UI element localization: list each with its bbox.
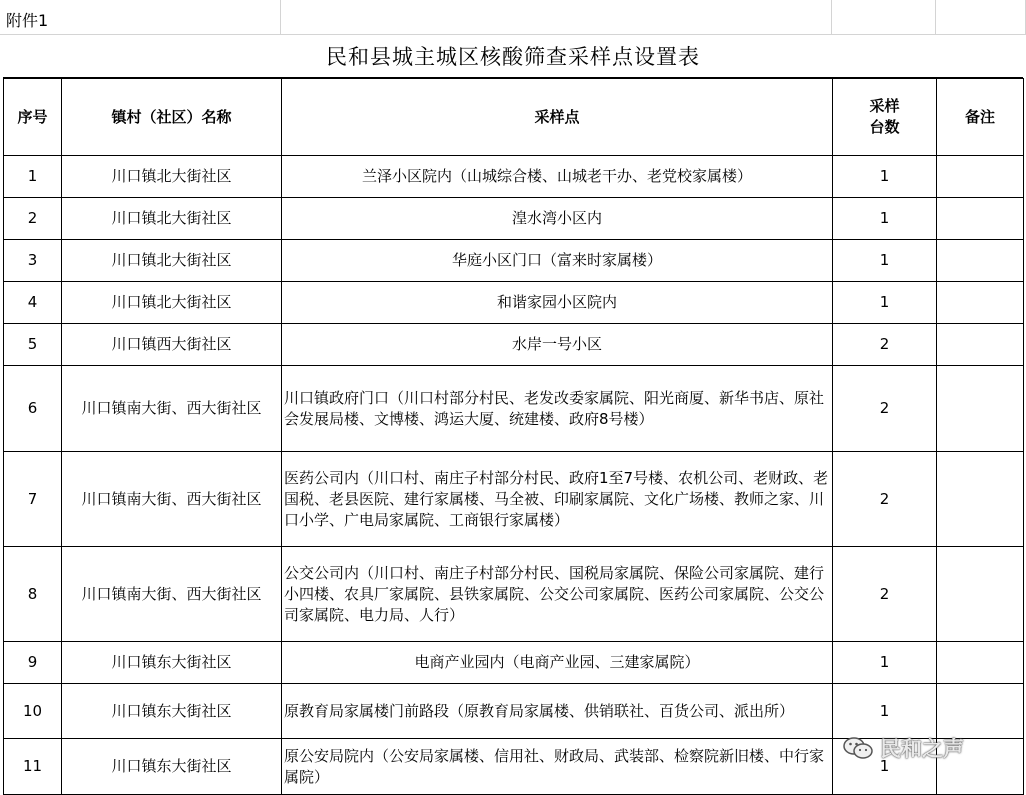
row-name: 川口镇东大街社区	[62, 642, 282, 684]
empty-cell	[832, 0, 936, 35]
row-count: 1	[833, 642, 937, 684]
row-seq: 3	[4, 240, 62, 282]
header-seq: 序号	[4, 79, 62, 156]
row-count: 1	[833, 684, 937, 739]
table-row	[4, 366, 1024, 452]
row-seq: 4	[4, 282, 62, 324]
row-seq: 7	[4, 452, 62, 547]
row-count: 2	[833, 547, 937, 642]
row-seq: 11	[4, 739, 62, 795]
row-point: 川口镇政府门口（川口村部分村民、老发改委家属院、阳光商厦、新华书店、原社会发展局楼、文博楼、鸿运大厦、统建楼、政府8号楼）	[282, 366, 833, 452]
header-name: 镇村（社区）名称	[62, 79, 282, 156]
row-point: 兰泽小区院内（山城综合楼、山城老干办、老党校家属楼）	[282, 156, 833, 198]
row-count: 1	[833, 282, 937, 324]
row-name: 川口镇西大街社区	[62, 324, 282, 366]
row-seq: 1	[4, 156, 62, 198]
table-row	[4, 240, 1024, 282]
row-seq: 9	[4, 642, 62, 684]
row-note	[937, 240, 1024, 282]
table-row	[4, 324, 1024, 366]
row-count: 2	[833, 452, 937, 547]
table-row	[4, 198, 1024, 240]
row-count: 1	[833, 198, 937, 240]
header-count-line1: 采样	[869, 97, 900, 115]
row-count: 1	[833, 240, 937, 282]
row-name: 川口镇北大街社区	[62, 156, 282, 198]
header-count	[833, 79, 937, 156]
row-point: 电商产业园内（电商产业园、三建家属院）	[282, 642, 833, 684]
row-name: 川口镇北大街社区	[62, 240, 282, 282]
sampling-table	[3, 78, 1024, 795]
row-name: 川口镇北大街社区	[62, 198, 282, 240]
row-seq: 10	[4, 684, 62, 739]
empty-cell	[936, 0, 1026, 35]
table-row	[4, 642, 1024, 684]
empty-cell	[281, 0, 832, 35]
header-note: 备注	[937, 79, 1024, 156]
row-count: 2	[833, 324, 937, 366]
attachment-cell	[0, 0, 281, 35]
wechat-icon	[842, 736, 874, 760]
row-count: 1	[833, 739, 937, 795]
attachment-row	[0, 0, 1026, 35]
row-count: 1	[833, 156, 937, 198]
header-point: 采样点	[282, 79, 833, 156]
row-name: 川口镇东大街社区	[62, 684, 282, 739]
header-row	[4, 79, 1024, 156]
row-name: 川口镇南大街、西大街社区	[62, 547, 282, 642]
table-title: 民和县城主城区核酸筛查采样点设置表	[3, 35, 1023, 79]
row-note	[937, 156, 1024, 198]
row-note	[937, 452, 1024, 547]
row-point: 水岸一号小区	[282, 324, 833, 366]
row-count: 2	[833, 366, 937, 452]
row-point: 湟水湾小区内	[282, 198, 833, 240]
row-point: 原公安局院内（公安局家属楼、信用社、财政局、武装部、检察院新旧楼、中行家属院）	[282, 739, 833, 795]
row-seq: 5	[4, 324, 62, 366]
header-count-line2: 台数	[869, 118, 900, 136]
row-note	[937, 366, 1024, 452]
row-note	[937, 282, 1024, 324]
table-row	[4, 282, 1024, 324]
row-point: 原教育局家属楼门前路段（原教育局家属楼、供销联社、百货公司、派出所）	[282, 684, 833, 739]
row-seq: 6	[4, 366, 62, 452]
row-note	[937, 547, 1024, 642]
row-name: 川口镇东大街社区	[62, 739, 282, 795]
row-name: 川口镇南大街、西大街社区	[62, 452, 282, 547]
row-point: 华庭小区门口（富来时家属楼）	[282, 240, 833, 282]
table-row	[4, 547, 1024, 642]
table-row	[4, 156, 1024, 198]
table-row	[4, 452, 1024, 547]
attachment-label: 附件1	[6, 11, 49, 30]
row-note	[937, 324, 1024, 366]
row-point: 医药公司内（川口村、南庄子村部分村民、政府1至7号楼、农机公司、老财政、老国税、老县医院、建行家属楼、马全被、印刷家属院、文化广场楼、教师之家、川口小学、广电局家属院、工商银行家属楼）	[282, 452, 833, 547]
row-note	[937, 198, 1024, 240]
table-row	[4, 684, 1024, 739]
watermark	[842, 733, 964, 763]
watermark-text: 民和之声	[880, 737, 964, 761]
row-note	[937, 642, 1024, 684]
row-point: 公交公司内（川口村、南庄子村部分村民、国税局家属院、保险公司家属院、建行小四楼、农具厂家属院、县铁家属院、公交公司家属院、医药公司家属院、公交公司家属院、电力局、人行）	[282, 547, 833, 642]
row-note	[937, 684, 1024, 739]
row-name: 川口镇南大街、西大街社区	[62, 366, 282, 452]
row-seq: 2	[4, 198, 62, 240]
row-point: 和谐家园小区院内	[282, 282, 833, 324]
row-seq: 8	[4, 547, 62, 642]
row-name: 川口镇北大街社区	[62, 282, 282, 324]
